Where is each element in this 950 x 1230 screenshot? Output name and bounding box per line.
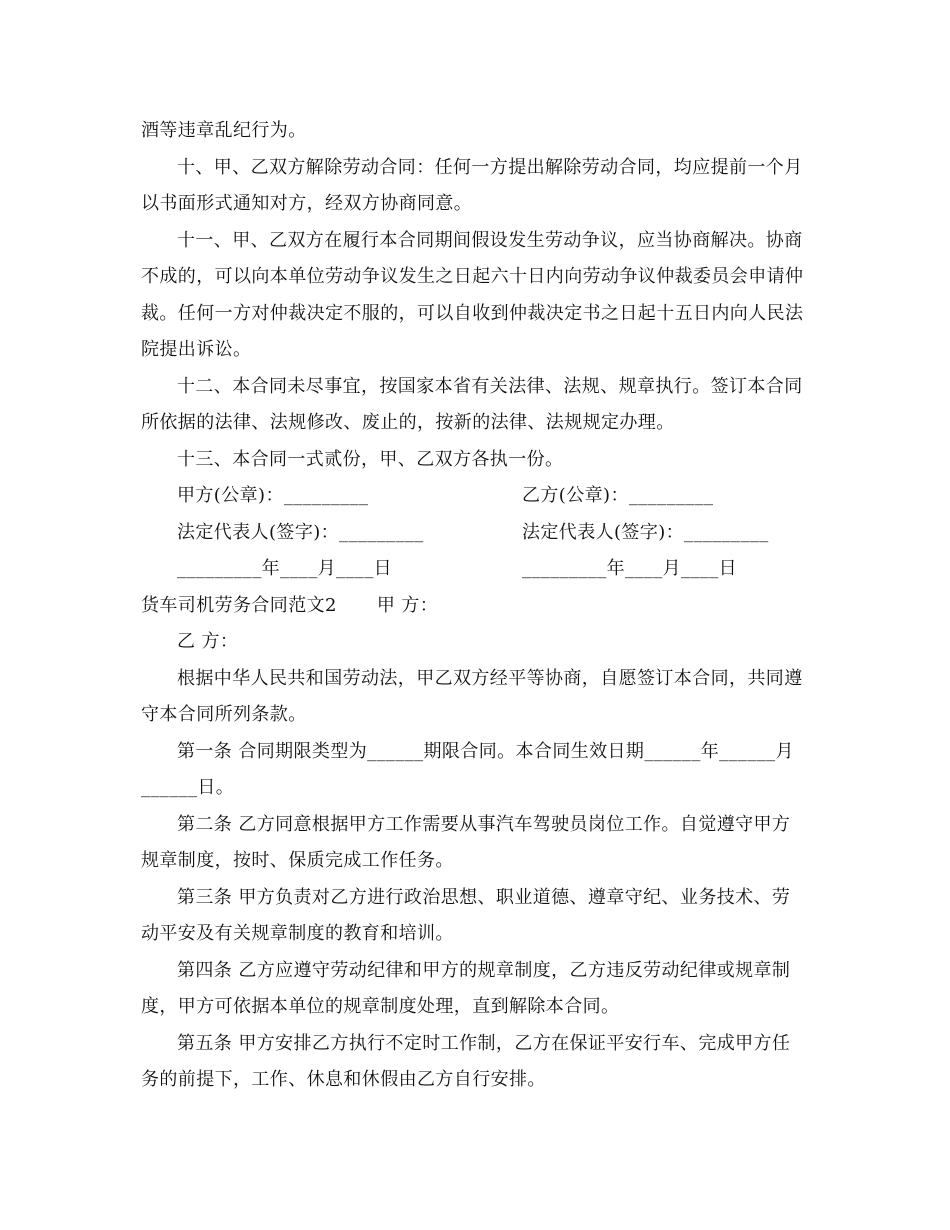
party-a-date-line: _________年____月____日 <box>177 558 392 579</box>
party-b-label: 乙 方： <box>177 631 239 652</box>
paragraph-line: 不成的，可以向本单位劳动争议发生之日起六十日内向劳动争议仲裁委员会申请仲 <box>141 266 804 287</box>
paragraph-line: 裁。任何一方对仲裁决定不服的，可以自收到仲裁决定书之日起十五日内向人民法 <box>141 303 804 324</box>
paragraph-line: 酒等违章乱纪行为。 <box>141 120 307 141</box>
paragraph-line: 第二条 乙方同意根据甲方工作需要从事汽车驾驶员岗位工作。自觉遵守甲方 <box>177 814 791 835</box>
party-b-date-line: _________年____月____日 <box>522 558 737 579</box>
paragraph-line: 所依据的法律、法规修改、废止的，按新的法律、法规规定办理。 <box>141 412 675 433</box>
paragraph-line: 动平安及有关规章制度的教育和培训。 <box>141 923 454 944</box>
paragraph-line: 务的前提下，工作、休息和休假由乙方自行安排。 <box>141 1069 546 1090</box>
party-b-rep-line: 法定代表人(签字)：_________ <box>522 522 769 543</box>
party-a-rep-line: 法定代表人(签字)：_________ <box>177 522 424 543</box>
paragraph-line: ______日。 <box>141 777 235 798</box>
paragraph-line: 守本合同所列条款。 <box>141 704 307 725</box>
paragraph-line: 第五条 甲方安排乙方执行不定时工作制，乙方在保证平安行车、完成甲方任 <box>177 1033 791 1054</box>
paragraph-line: 度，甲方可依据本单位的规章制度处理，直到解除本合同。 <box>141 996 620 1017</box>
paragraph-line: 十一、甲、乙双方在履行本合同期间假设发生劳动争议，应当协商解决。协商 <box>177 230 803 251</box>
party-b-seal-line: 乙方(公章)：_________ <box>522 485 714 506</box>
paragraph-line: 根据中华人民共和国劳动法，甲乙双方经平等协商，自愿签订本合同，共同遵 <box>177 668 803 689</box>
paragraph-line: 十三、本合同一式贰份，甲、乙双方各执一份。 <box>177 449 564 470</box>
party-a-label: 甲 方： <box>376 595 439 616</box>
section-title: 货车司机劳务合同范文2 <box>141 595 337 616</box>
section-title-line <box>141 594 821 618</box>
paragraph-line: 第四条 乙方应遵守劳动纪律和甲方的规章制度，乙方违反劳动纪律或规章制 <box>177 960 791 981</box>
party-a-seal-line: 甲方(公章)：_________ <box>177 485 369 506</box>
paragraph-line: 十二、本合同未尽事宜，按国家本省有关法律、法规、规章执行。签订本合同 <box>177 376 803 397</box>
paragraph-line: 以书面形式通知对方，经双方协商同意。 <box>141 193 473 214</box>
paragraph-line: 院提出诉讼。 <box>141 339 252 360</box>
paragraph-line: 规章制度，按时、保质完成工作任务。 <box>141 850 454 871</box>
paragraph-line: 第三条 甲方负责对乙方进行政治思想、职业道德、遵章守纪、业务技术、劳 <box>177 887 791 908</box>
paragraph-line: 第一条 合同期限类型为______期限合同。本合同生效日期______年______月 <box>177 741 794 762</box>
paragraph-line: 十、甲、乙双方解除劳动合同：任何一方提出解除劳动合同，均应提前一个月 <box>177 157 803 178</box>
